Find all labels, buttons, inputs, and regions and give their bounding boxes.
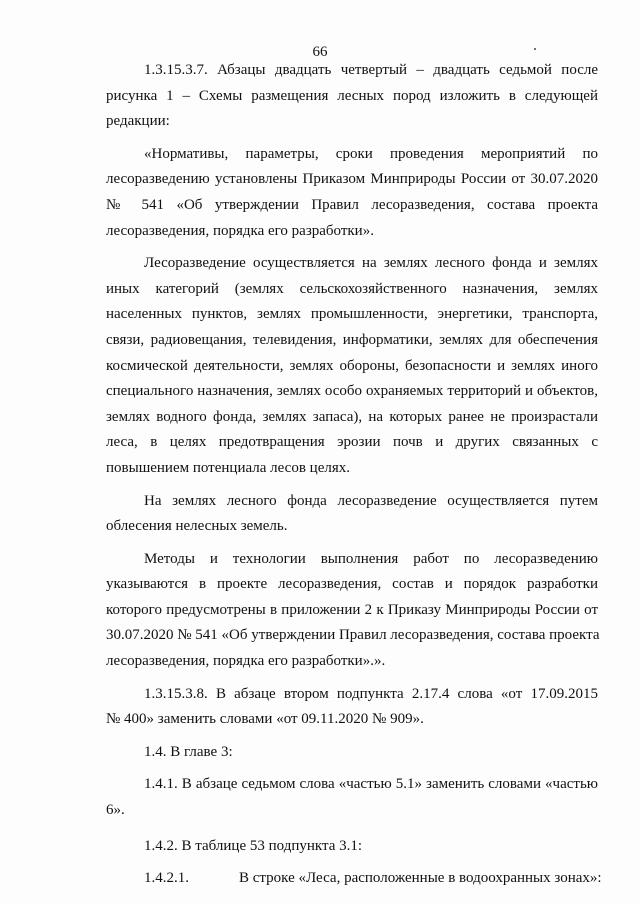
page-number: 66 <box>312 44 328 60</box>
paragraph-line: 1.4.2. В таблице 53 подпункта 3.1: <box>144 837 363 854</box>
paragraph-line: облесения нелесных земель. <box>106 518 288 535</box>
paragraph-line: 30.07.2020 № 541 «Об утверждении Правил лесоразведения, состава проекта <box>106 627 600 644</box>
paragraph-line: № 541 «Об утверждении Правил лесоразведения, состава проекта <box>106 196 598 213</box>
paragraph-line: 6». <box>106 802 125 819</box>
paragraph-line: № 400» заменить словами «от 09.11.2020 № 909». <box>106 711 424 728</box>
paragraph-line: рисунка 1 – Схемы размещения лесных пород изложить в следующей <box>106 87 598 104</box>
scan-speck <box>534 48 536 50</box>
item-number: 1.4.2.1. <box>144 870 189 887</box>
paragraph-line: 1.4. В главе 3: <box>144 743 233 760</box>
paragraph-line: лесоразведения, порядка его разработки».». <box>106 653 386 670</box>
paragraph-line: указываются в проекте лесоразведения, состав и порядок разработки <box>106 576 598 593</box>
paragraph-line <box>106 866 602 892</box>
paragraph-line: специального назначения, землях особо охраняемых территорий и объектов, <box>106 383 598 400</box>
paragraph-line: редакции: <box>106 113 170 130</box>
item-text: В строке «Леса, расположенные в водоохранных зонах»: <box>239 870 602 887</box>
paragraph-line: которого предусмотрены в приложении 2 к Приказу Минприроды России от <box>106 601 598 618</box>
paragraph-line: повышением потенциала лесов целях. <box>106 459 350 476</box>
paragraph-line: лесоразведению установлены Приказом Минприроды России от 30.07.2020 <box>106 171 598 188</box>
paragraph-line: связи, радиовещания, телевидения, информатики, землях для обеспечения <box>106 331 598 348</box>
paragraph-line: 1.4.1. В абзаце седьмом слова «частью 5.1» заменить словами «частью <box>144 776 598 793</box>
paragraph-line: лесоразведения, порядка его разработки». <box>106 222 374 239</box>
paragraph-line: леса, в целях предотвращения эрозии почв и других связанных с <box>106 434 598 451</box>
paragraph-line: иных категорий (землях сельскохозяйственного назначения, землях <box>106 280 598 297</box>
document-body <box>106 58 602 892</box>
paragraph-line: космической деятельности, землях обороны, безопасности и землях иного <box>106 357 598 374</box>
paragraph-line: землях водного фонда, землях запаса), на которых ранее не произрастали <box>106 408 598 425</box>
paragraph-line: Лесоразведение осуществляется на землях лесного фонда и землях <box>144 255 598 272</box>
paragraph-line: населенных пунктов, землях промышленности, энергетики, транспорта, <box>106 306 598 323</box>
paragraph-line: «Нормативы, параметры, сроки проведения мероприятий по <box>144 145 598 162</box>
paragraph-line: 1.3.15.3.7. Абзацы двадцать четвертый – двадцать седьмой после <box>144 62 598 78</box>
paragraph-line: 1.3.15.3.8. В абзаце втором подпункта 2.17.4 слова «от 17.09.2015 <box>144 685 598 702</box>
paragraph-line: Методы и технологии выполнения работ по лесоразведению <box>144 550 598 567</box>
paragraph-line: На землях лесного фонда лесоразведение осуществляется путем <box>144 492 598 509</box>
